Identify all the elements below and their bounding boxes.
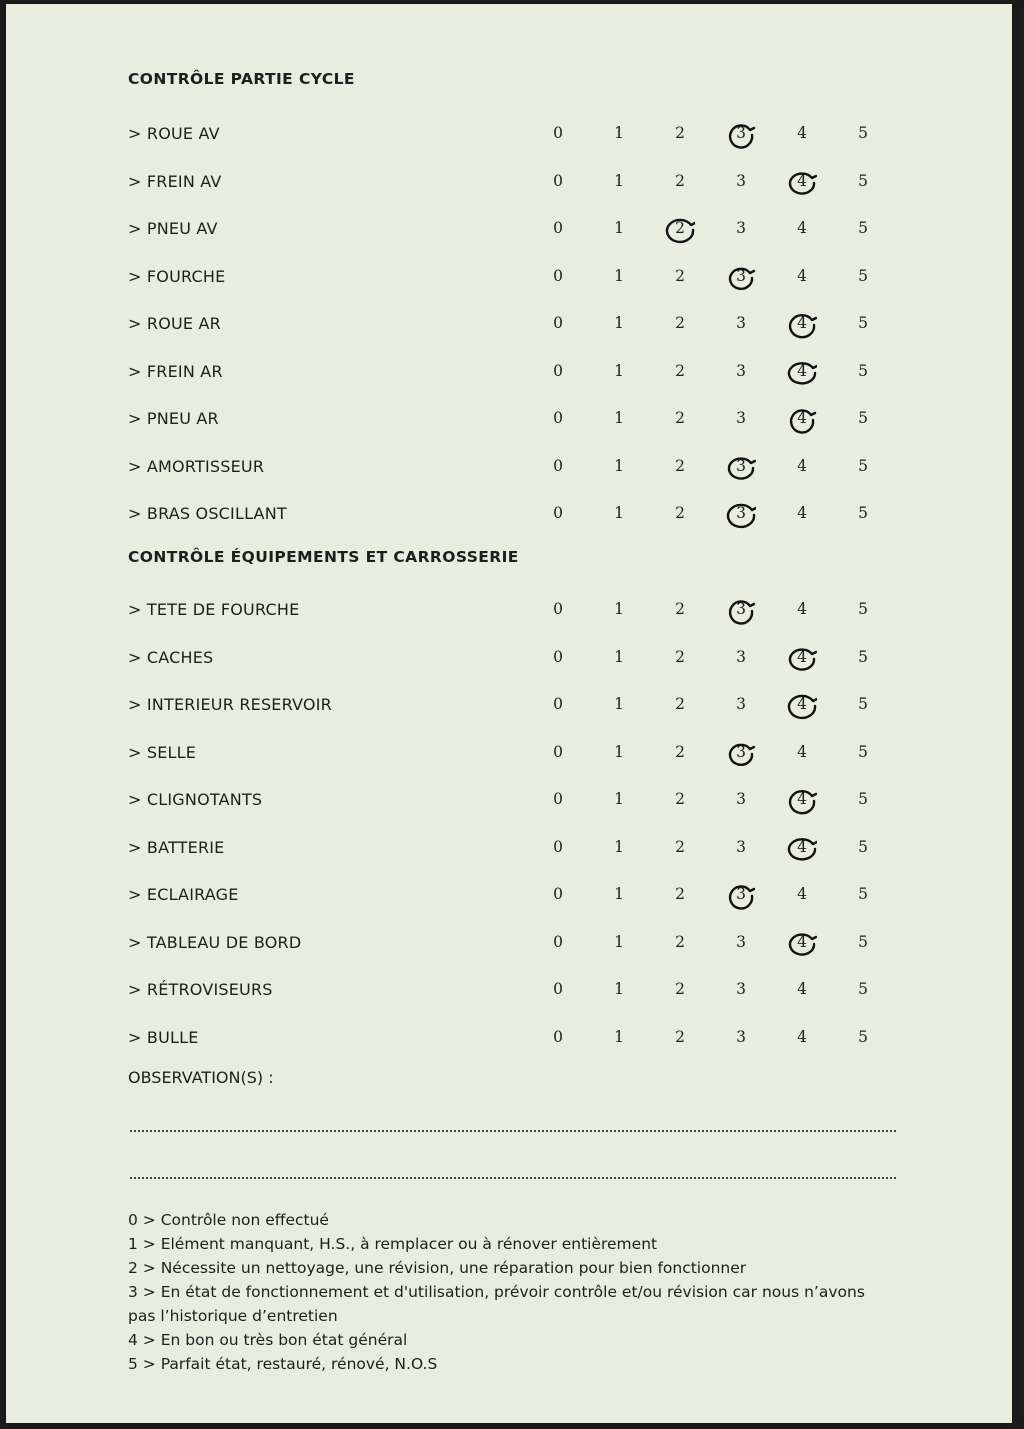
check-row-tableau-de-bord — [6, 929, 1012, 959]
score-option-0[interactable]: 0 — [553, 647, 563, 666]
score-option-4[interactable]: 4 — [797, 600, 807, 618]
score-option-2[interactable]: 2 — [675, 695, 685, 713]
score-option-0[interactable]: 0 — [553, 504, 563, 522]
score-option-4[interactable]: 4 — [797, 456, 807, 475]
score-option-2[interactable]: 2 — [675, 456, 685, 475]
score-option-4[interactable]: 4 — [797, 647, 807, 666]
score-option-1[interactable]: 1 — [614, 600, 624, 618]
score-option-0[interactable]: 0 — [553, 980, 563, 998]
score-option-4[interactable]: 4 — [797, 504, 807, 522]
score-option-0[interactable]: 0 — [553, 837, 563, 856]
score-option-5[interactable]: 5 — [858, 1027, 868, 1046]
score-option-2[interactable]: 2 — [675, 409, 685, 427]
score-option-3[interactable]: 3 — [736, 409, 746, 427]
score-option-4[interactable]: 4 — [797, 219, 807, 237]
score-option-0[interactable]: 0 — [553, 124, 563, 142]
score-option-0[interactable]: 0 — [553, 932, 563, 951]
score-option-2[interactable]: 2 — [675, 361, 685, 380]
check-row-interieur-reservoir — [6, 691, 1012, 721]
score-option-4[interactable]: 4 — [797, 1027, 807, 1046]
score-option-0[interactable]: 0 — [553, 600, 563, 618]
score-option-1[interactable]: 1 — [614, 314, 624, 332]
check-item-label: > BATTERIE — [128, 837, 225, 857]
check-row-pneu-av — [6, 215, 1012, 245]
check-item-label: > PNEU AR — [128, 409, 219, 428]
check-row-roue-ar — [6, 310, 1012, 340]
score-option-4[interactable]: 4 — [797, 695, 807, 713]
check-row-bulle — [6, 1024, 1012, 1054]
legend-item-0: 0 > Contrôle non effectué — [128, 1211, 329, 1229]
check-item-label: > FREIN AR — [128, 361, 223, 381]
score-option-3[interactable]: 3 — [736, 980, 746, 998]
score-option-1[interactable]: 1 — [614, 124, 624, 142]
score-option-5[interactable]: 5 — [858, 837, 868, 856]
score-option-1[interactable]: 1 — [614, 361, 624, 380]
score-option-1[interactable]: 1 — [614, 695, 624, 713]
score-option-3[interactable]: 3 — [736, 266, 746, 285]
check-item-label: > ROUE AR — [128, 314, 221, 333]
score-option-3[interactable]: 3 — [736, 932, 746, 951]
score-option-5[interactable]: 5 — [858, 932, 868, 951]
score-option-5[interactable]: 5 — [858, 409, 868, 427]
score-option-5[interactable]: 5 — [858, 219, 868, 237]
score-option-5[interactable]: 5 — [858, 171, 868, 190]
check-row-amortisseur — [6, 453, 1012, 483]
score-option-3[interactable]: 3 — [736, 647, 746, 666]
score-option-5[interactable]: 5 — [858, 456, 868, 475]
score-option-2[interactable]: 2 — [675, 171, 685, 190]
score-option-3[interactable]: 3 — [736, 504, 746, 522]
check-item-label: > TETE DE FOURCHE — [128, 600, 300, 619]
score-option-1[interactable]: 1 — [614, 266, 624, 285]
check-row-pneu-ar — [6, 405, 1012, 435]
observation-line-1[interactable] — [130, 1130, 896, 1132]
check-item-label: > CACHES — [128, 647, 214, 667]
score-option-2[interactable]: 2 — [675, 837, 685, 856]
score-option-0[interactable]: 0 — [553, 361, 563, 380]
score-option-1[interactable]: 1 — [614, 504, 624, 522]
check-item-label: > PNEU AV — [128, 219, 218, 238]
score-option-2[interactable]: 2 — [675, 885, 685, 903]
score-option-2[interactable]: 2 — [675, 980, 685, 998]
check-row-roue-av — [6, 120, 1012, 150]
score-option-4[interactable]: 4 — [797, 314, 807, 332]
score-option-1[interactable]: 1 — [614, 837, 624, 856]
score-option-2[interactable]: 2 — [675, 1027, 685, 1046]
check-item-label: > FREIN AV — [128, 171, 222, 191]
section-title: CONTRÔLE ÉQUIPEMENTS ET CARROSSERIE — [128, 548, 519, 566]
score-option-2[interactable]: 2 — [675, 219, 685, 237]
score-option-4[interactable]: 4 — [797, 361, 807, 380]
score-option-5[interactable]: 5 — [858, 980, 868, 998]
score-option-0[interactable]: 0 — [553, 456, 563, 475]
score-option-1[interactable]: 1 — [614, 980, 624, 998]
check-row-clignotants — [6, 786, 1012, 816]
score-option-5[interactable]: 5 — [858, 504, 868, 522]
score-option-0[interactable]: 0 — [553, 742, 563, 761]
check-item-label: > TABLEAU DE BORD — [128, 932, 302, 952]
score-option-5[interactable]: 5 — [858, 885, 868, 903]
score-option-1[interactable]: 1 — [614, 932, 624, 951]
score-option-5[interactable]: 5 — [858, 124, 868, 142]
check-item-label: > BULLE — [128, 1027, 199, 1047]
check-item-label: > FOURCHE — [128, 266, 226, 286]
check-row-batterie — [6, 834, 1012, 864]
score-option-3[interactable]: 3 — [736, 600, 746, 618]
score-option-0[interactable]: 0 — [553, 219, 563, 237]
score-option-4[interactable]: 4 — [797, 124, 807, 142]
score-option-4[interactable]: 4 — [797, 742, 807, 761]
score-option-5[interactable]: 5 — [858, 600, 868, 618]
score-option-1[interactable]: 1 — [614, 219, 624, 237]
check-row-fourche — [6, 263, 1012, 293]
check-row-frein-ar — [6, 358, 1012, 388]
score-option-0[interactable]: 0 — [553, 171, 563, 190]
score-option-3[interactable]: 3 — [736, 837, 746, 856]
score-option-1[interactable]: 1 — [614, 409, 624, 427]
score-option-5[interactable]: 5 — [858, 742, 868, 761]
score-option-4[interactable]: 4 — [797, 885, 807, 903]
score-option-4[interactable]: 4 — [797, 266, 807, 285]
score-option-1[interactable]: 1 — [614, 171, 624, 190]
score-option-1[interactable]: 1 — [614, 647, 624, 666]
score-option-4[interactable]: 4 — [797, 932, 807, 951]
check-item-label: > SELLE — [128, 742, 197, 762]
score-option-5[interactable]: 5 — [858, 695, 868, 713]
score-option-2[interactable]: 2 — [675, 790, 685, 808]
check-item-label: > INTERIEUR RESERVOIR — [128, 695, 332, 714]
score-option-5[interactable]: 5 — [858, 266, 868, 285]
score-option-4[interactable]: 4 — [797, 837, 807, 856]
score-option-1[interactable]: 1 — [614, 1027, 624, 1046]
score-option-0[interactable]: 0 — [553, 314, 563, 332]
check-row-bras-oscillant — [6, 500, 1012, 530]
score-option-0[interactable]: 0 — [553, 790, 563, 808]
score-option-0[interactable]: 0 — [553, 885, 563, 903]
score-option-2[interactable]: 2 — [675, 932, 685, 951]
legend-item-2: 2 > Nécessite un nettoyage, une révision, une réparation pour bien fonctionner — [128, 1259, 747, 1277]
score-option-3[interactable]: 3 — [736, 790, 746, 808]
score-option-3[interactable]: 3 — [736, 456, 746, 475]
score-option-4[interactable]: 4 — [797, 409, 807, 427]
score-option-4[interactable]: 4 — [797, 790, 807, 808]
check-item-label: > ECLAIRAGE — [128, 885, 239, 904]
legend-item-1: 1 > Elément manquant, H.S., à remplacer ou à rénover entièrement — [128, 1235, 658, 1253]
score-option-1[interactable]: 1 — [614, 790, 624, 808]
section-title: CONTRÔLE PARTIE CYCLE — [128, 70, 355, 88]
legend-item-3: 3 > En état de fonctionnement et d'utilisation, prévoir contrôle et/ou révision car nous n’avons pas l’historique d’entretien — [128, 1283, 865, 1325]
score-option-3[interactable]: 3 — [736, 742, 746, 761]
score-option-2[interactable]: 2 — [675, 504, 685, 522]
check-item-label: > ROUE AV — [128, 124, 220, 143]
score-option-3[interactable]: 3 — [736, 314, 746, 332]
legend-item-5: 5 > Parfait état, restauré, rénové, N.O.S — [128, 1355, 438, 1373]
observation-line-2[interactable] — [130, 1177, 896, 1179]
observations-label: OBSERVATION(S) : — [128, 1068, 274, 1087]
score-option-1[interactable]: 1 — [614, 742, 624, 761]
score-option-2[interactable]: 2 — [675, 742, 685, 761]
score-option-1[interactable]: 1 — [614, 885, 624, 903]
score-option-3[interactable]: 3 — [736, 361, 746, 380]
score-option-0[interactable]: 0 — [553, 1027, 563, 1046]
check-item-label: > AMORTISSEUR — [128, 456, 265, 476]
score-option-2[interactable]: 2 — [675, 647, 685, 666]
score-option-3[interactable]: 3 — [736, 124, 746, 142]
score-option-3[interactable]: 3 — [736, 219, 746, 237]
score-option-3[interactable]: 3 — [736, 885, 746, 903]
score-option-5[interactable]: 5 — [858, 314, 868, 332]
score-option-1[interactable]: 1 — [614, 456, 624, 475]
check-item-label: > BRAS OSCILLANT — [128, 504, 287, 523]
check-row-frein-av — [6, 168, 1012, 198]
legend-item-4: 4 > En bon ou très bon état général — [128, 1331, 408, 1349]
score-option-5[interactable]: 5 — [858, 790, 868, 808]
score-option-2[interactable]: 2 — [675, 600, 685, 618]
score-option-3[interactable]: 3 — [736, 171, 746, 190]
score-option-0[interactable]: 0 — [553, 409, 563, 427]
score-option-2[interactable]: 2 — [675, 314, 685, 332]
score-option-2[interactable]: 2 — [675, 266, 685, 285]
check-item-label: > CLIGNOTANTS — [128, 790, 263, 809]
score-option-5[interactable]: 5 — [858, 361, 868, 380]
score-option-4[interactable]: 4 — [797, 980, 807, 998]
score-option-2[interactable]: 2 — [675, 124, 685, 142]
check-row-eclairage — [6, 881, 1012, 911]
check-item-label: > RÉTROVISEURS — [128, 980, 273, 999]
score-option-0[interactable]: 0 — [553, 266, 563, 285]
score-option-3[interactable]: 3 — [736, 695, 746, 713]
check-row-selle — [6, 739, 1012, 769]
inspection-sheet — [6, 4, 1012, 1423]
score-option-0[interactable]: 0 — [553, 695, 563, 713]
score-option-5[interactable]: 5 — [858, 647, 868, 666]
check-row-tete-de-fourche — [6, 596, 1012, 626]
rating-legend — [128, 1208, 888, 1376]
score-option-3[interactable]: 3 — [736, 1027, 746, 1046]
check-row-caches — [6, 644, 1012, 674]
score-option-4[interactable]: 4 — [797, 171, 807, 190]
check-row-retroviseurs — [6, 976, 1012, 1006]
